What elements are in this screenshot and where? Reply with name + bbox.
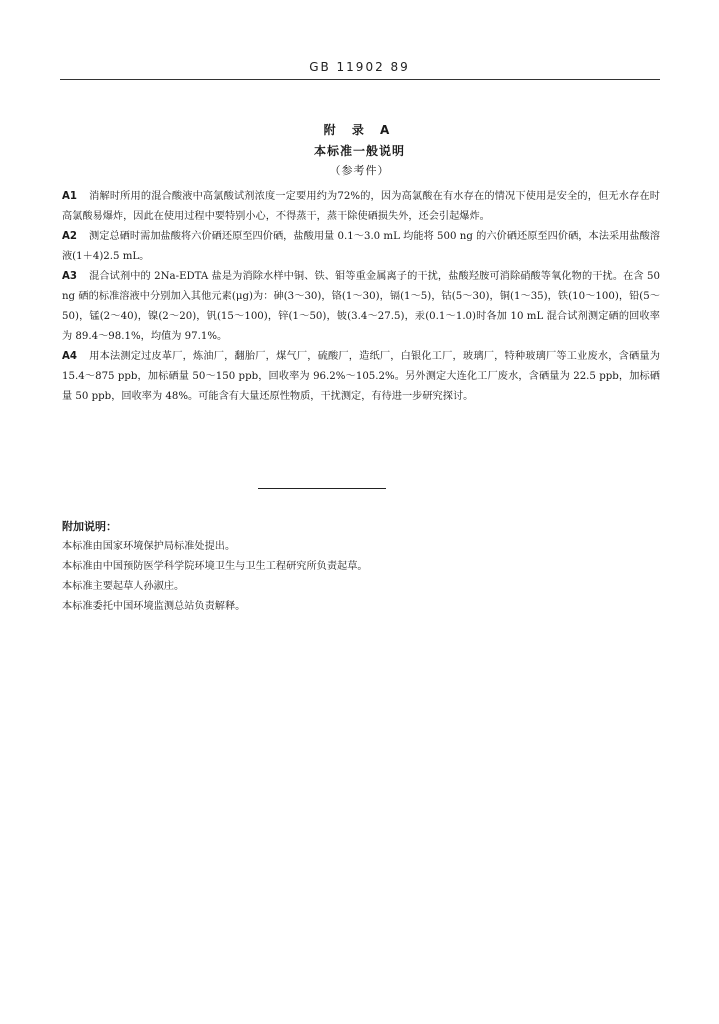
appendix-subtitle: （参考件） [329,164,390,177]
clause-a3 [62,267,660,347]
clause-a1 [62,187,660,227]
note-line: 本标准由国家环境保护局标准处提出。 [62,541,236,552]
standard-code-header: GB 11902 89 [309,60,410,74]
clause-list [62,187,660,407]
appendix-label: 附 录 A [323,123,396,137]
note-line: 本标准委托中国环境监测总站负责解释。 [62,601,246,612]
clause-text: 混合试剂中的 2Na-EDTA 盐是为消除水样中铜、铁、钼等重金属离子的干扰，盐酸羟胺可消除硝酸等氧化物的干扰。在含 50 ng 硒的标准溶液中分别加入其他元素(μg)为：砷(3～30)，铬(1～30)，镉(1～5)，钴(5～30)，铜(1～35)，铁(10～100)，铅(5～50)，锰(2～40)，镍(2～20)，钒(15～100)，锌(1～50)，铍(3.4～27.5)，汞(0.1～1.0)时各加 10 mL 混合试剂测定硒的回收率为 89.4～98.1%，均值为 97.1%。 [62,271,660,342]
clause-text: 用本法测定过皮革厂，炼油厂，翻胎厂，煤气厂，硫酸厂，造纸厂，白银化工厂，玻璃厂，特种玻璃厂等工业废水，含硒量为 15.4～875 ppb，加标硒量 50～150 ppb，回收率为 96.2%～105.2%。另外测定大连化工厂废水，含硒量为 22.5 ppb，加标硒量 50 ppb，回收率为 48%。可能含有大量还原性物质，干扰测定，有待进一步研究探讨。 [62,351,660,402]
clause-number: A1 [62,191,77,202]
clause-a2 [62,227,660,267]
clause-number: A4 [62,351,77,362]
note-line: 本标准由中国预防医学科学院环境卫生与卫生工程研究所负责起草。 [62,561,368,572]
appendix-title: 本标准一般说明 [313,144,405,158]
additional-notes [62,517,662,617]
clause-number: A2 [62,231,77,242]
note-line: 本标准主要起草人孙淑庄。 [62,581,185,592]
section-divider [258,488,386,489]
clause-text: 测定总硒时需加盐酸将六价硒还原至四价硒，盐酸用量 0.1～3.0 mL 均能将 500 ng 的六价硒还原至四价硒，本法采用盐酸溶液(1＋4)2.5 mL。 [62,231,660,262]
header-rule [60,79,660,80]
clause-a4 [62,347,660,407]
notes-title: 附加说明： [62,520,117,533]
clause-number: A3 [62,271,77,282]
clause-text: 消解时所用的混合酸液中高氯酸试剂浓度一定要用约为72%的，因为高氯酸在有水存在的情况下使用是安全的，但无水存在时高氯酸易爆炸，因此在使用过程中要特别小心，不得蒸干，蒸干除使硒损失外，还会引起爆炸。 [62,191,660,222]
